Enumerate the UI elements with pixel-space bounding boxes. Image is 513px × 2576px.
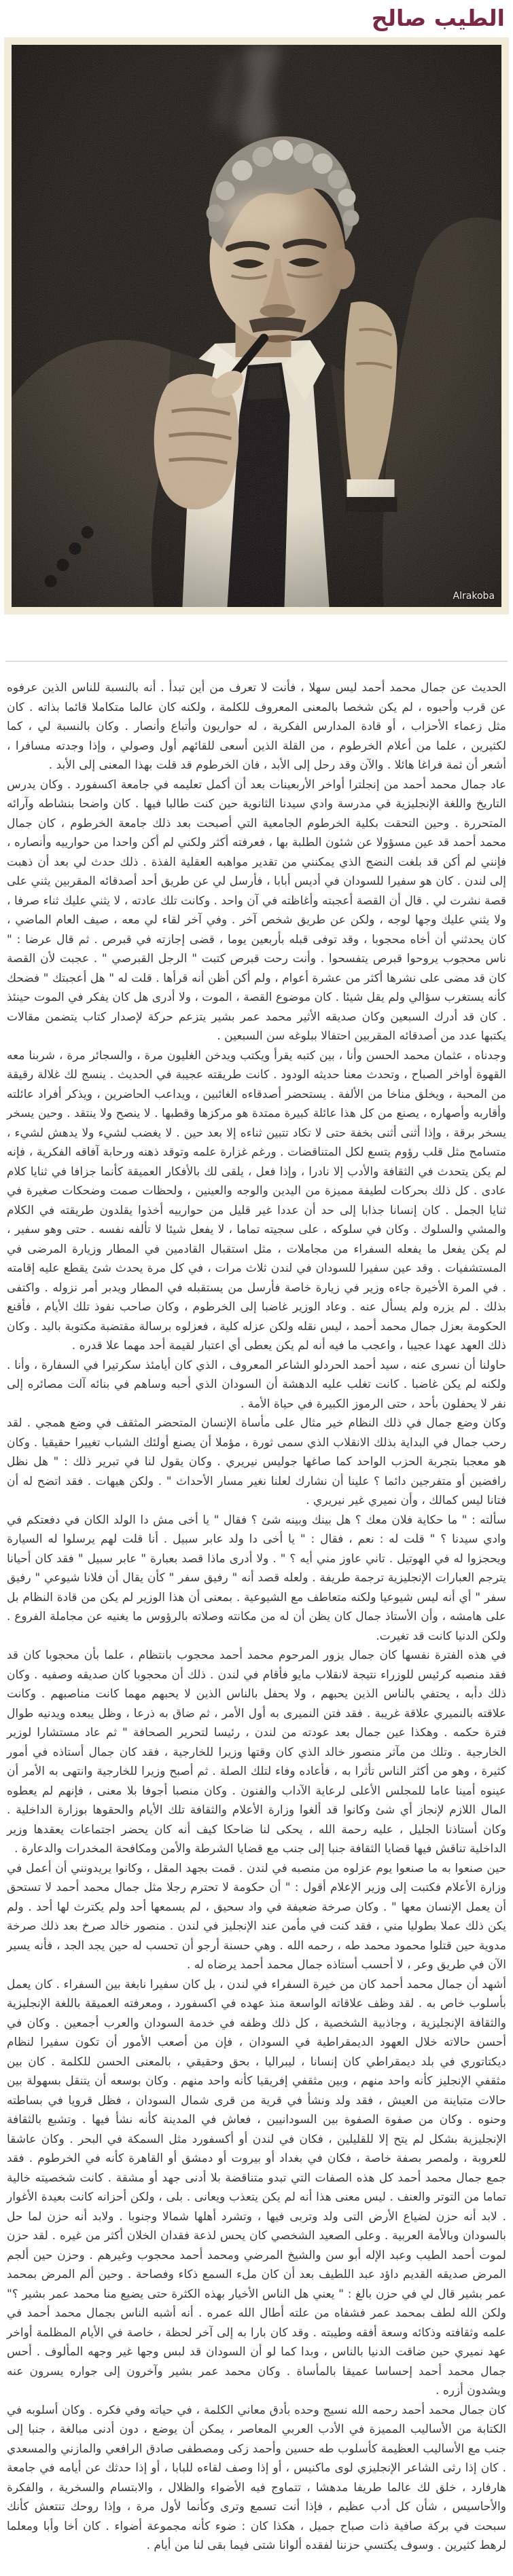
paragraph: وكان وضع جمال في ذلك النظام خير مثال على مأساة الإنسان المتحضر المثقف في وضع همجي . لقد رحب جمال في البداية بذلك الانقلاب الذي سمى ثورة ، مؤملا أن يصنع أولئك الشباب تغييرا حقيقيا . وكان هو معجبا بتجربة الحزب الواحد كما صاغها جوليس نيريري . وكان يقول لنا في تبرير ذلك : " هل نظل رافضين أو متفرجين دائما ؟ علينا أن نشارك لعلنا نغير مسار الأحداث " . ولكن هيهات . فقد اتضح له أن فتانا ليس كمالك ، وأن نميري غير نيريري . bbox=[7, 1416, 506, 1507]
film-grain bbox=[12, 45, 501, 607]
paragraph: حاولنا أن نسرى عنه ، سيد أحمد الحردلو الشاعر المعروف ، الذي كان أيامئذ سكرتيرا في السفارة ، وأنا . ولكنه لم يكن غاضبا . كانت تغلب عليه الدهشة أن السودان الذي أحبه وساهم في بنائه آلت مصائره إلى نفر لا يحفلون بأحد ، حتى الرموز الكبيرة في حياة الأمة . bbox=[7, 1358, 506, 1411]
portrait-photo bbox=[4, 37, 509, 614]
paragraph: وجدناه ، عثمان محمد الحسن وأنا ، بين كتبه يقرأ ويكتب ويدخن الغليون مرة ، والسجائر مرة ، شربنا معه القهوة أواخر الصباح ، وتحدث معنا حديثه الودود . كانت طريقته عجيبة في الحديث . ينسج لك غلالة رقيقة من المحبة ، ويخلق مناخا من الألفة . يستحضر أصدقاءه الغائبين ، ويداعب الحاضرين ، ويذكر أفراد عائلته وأقاربه وأصهاره ، يصنع من كل هذا عائلة كبيرة ممتدة هو مركزها وقطبها . لا ينصح ولا ينتقد . وحين يسخر يسخر برقة ، وإذا أثنى أثنى بخفة حتى لا تكاد تتبين ثناءه إلا بعد حين . لا يغضب لشيء ولا يدهش لشيء ، متسامح مثل قلب رؤوم يتسع لكل المتناقضات . ورغم غزارة علمه وتوقد ذهنه ورحابة آفاقه الفكرية ، فإنه لم يكن يتحدث في الثقافة والأدب إلا نادرا ، وإذا فعل ، يلقى لك بالأفكار العميقة كأنما جزافا في ثنايا كلام عادى . كل ذلك بحركات لطيفة مميزة من اليدين والوجه والعينين ، ولحظات صمت وضحكات صغيرة في ثنايا الجمل . كان إنسانا جذابا إلى حد أن عددا غير قليل من حوارييه أخذوا يقلدون طريقته في الكلام والمشي والسلوك . وكان في سلوكه ، على سجيته تماما ، لا يفعل شيئا لا تألفه نفسه . حتى وهو سفير ، لم يكن يفعل ما يفعله السفراء من مجاملات ، مثل استقبال القادمين في المطار وزيارة المرضى في المستشفيات . وقد عين سفيرا للسودان في لندن ثلاث مرات ، في كل مرة يحدث شئ يقطع عليه إقامته . في المرة الأخيرة جاءه وزير في زيارة خاصة فأرسل من يستقبله في المطار ويدبر أمر نزوله . واكتفى بذلك . لم يزره ولم يسأل عنه . وعاد الوزير غاضبا إلى الخرطوم ، وكان صاحب نفوذ تلك الأيام ، فأقنع الحكومة بعزل جمال محمد أحمد ، ليس نقله ولكن عزله كلية ، فعزلوه برسالة مقتضبة مكتوبة باليد . وكان ذلك العهد عهدا عجيبا ، واعجب ما فيه أنه لم يكن يعطى أي اعتبار لقيمة أحد مهما علا قدره . bbox=[7, 1048, 506, 1353]
portrait-photo-inner bbox=[12, 45, 501, 607]
paragraph: أشهد أن جمال محمد أحمد كان من خيرة السفراء في لندن ، بل كان سفيرا نابغة بين السفراء . كان يعمل بأسلوب خاص به . لقد وظف علاقاته الواسعة منذ عهده في اكسفورد ، ومعرفته العميقة باللغة الإنجليزية والثقافة الإنجليزية ، وجاذبية الشخصية ، كل ذلك وظفه في خدمة السودان والعرب أجمعين . وكان في أحسن حالاته خلال العهود الديمقراطية في السودان ، فإن من أصعب الأمور أن تكون سفيرا لنظام ديكتاتوري في بلد ديمقراطي كان إنسانا ، ليبراليا ، بحق وحقيقي ، بالمعنى الحسن للكلمة . كان بين مثقفي الإنجليز كأنه واحد منهم ، وبين مثقفي إفريقيا كأنه واحد منهم . وكان بوسعه أن يتنقل بسهولة بين حالات متباينة من العيش ، فقد ولد ونشأ في قرية من قرى شمال السودان ، فظل قرويا في بساطته وحنوه . وكان من صفوة الصفوة بين السودانيين ، فعاش في المدينة كأنه نشأ فيها . وتشبع بالثقافة الإنجليزية بشكل لم يتح إلا للقليلين ، فكان في لندن أو أكسفورد مثل السمكة في البحر . وكان عاشقا للعروبة ، ولمصر بصفة خاصة ، فكان في بغداد أو بيروت أو دمشق أو القاهرة كأنه في الخرطوم . فقد جمع جمال محمد أحمد كل هذه الصفات التي تبدو متناقضة بلا أدنى جهد أو مشقة . كانت شخصيته خالية تماما من التوتر والعنف . ليس معنى هذا أنه لم يكن يتعذب ويعانى . بلى ، ولكن أحزانه كانت بعيدة الأغوار . لابد أنه حزن لضياع الأرض التى ولد وتربى فيها ، وتشرد أهلها شمالا وجنوبا . ولابد أنه حزن لما حل بالسودان وبالأمة العربية . وعلى الصعيد الشخصي كان يحس لذعة فقدان الخلان أكثر من غيره . لقد حزن لموت أحمد الطيب وعبد الإله أبو سن والشيخ المرضي ومحمد أحمد محجوب وغيرهم . وحزن حين ألجم المرض صديقه القديم داؤد عبد اللطيف بعد أن كان ملء السمع ذكاء وفصاحة . وحين ألم المرض بمحمد عمر بشير قال لي في حزن بالغ : " يعني هل الناس الأخيار بهذه الكثرة حتى يضيع منا محمد عمر بشير ؟" ولكن الله لطف بمحمد عمر فشفاه من علته أطال الله عمره . أنه أشبه الناس بجمال محمد أحمد في علمه وثقافته وذكائه وسعة أفقه وطيبته . وقد كان بارا به إلى آخر لحظة ، خاصة في الأيام المظلمة أواخر عهد نميري حين ضاقت الدنيا بالناس ، وبدا كما لو أن السودان قد لبس وجها غير وجهه المألوف . أحس جمال محمد أحمد إحساسا عميقا بالمأساة . وكان محمد عمر بشير وآخرون إلى جواره يسرون عنه ويشدون أزره . bbox=[7, 1977, 506, 2397]
paragraph: عاد جمال محمد أحمد من إنجلترا أواخر الأربعينات بعد أن أكمل تعليمه في جامعة اكسفورد . وكان يدرس التاريخ واللغة الإنجليزية في مدرسة وادي سيدنا الثانوية حين كنت طالبا فيها . كان واضحا بنشاطه وآرائه المتحررة . وحين التحقت بكلية الخرطوم الجامعية التي أصبحت بعد ذلك جامعة الخرطوم ، كان جمال محمد أحمد قد عين مسؤولا عن شئون الطلبة بها ، فعرفته أكثر ولكني لم أكن واحدا من حوارييه وأنصاره ، فإنني لم أكن قد بلغت النضج الذي يمكنني من تقدير مواهبه العقلية الفذة . ذلك حدث لي بعد أن ذهبت إلى لندن . كان هو سفيرا للسودان في أديس أبابا ، فأرسل لي عن طريق أحد أصدقائه المقربين يثني على قصة نشرت لي . قال أن القصة أعجبته وأغاظته في آن واحد . وكانت تلك عادته ، لا يثني عليك ثناء صرفا ، ولا يثني عليك وجها لوجه ، ولكن عن طريق شخص آخر . وفي آخر لقاء لي معه ، صيف العام الماضي ، كان يحدثني أن أخاه محجوبا ، وقد توفى قبله بأربعين يوما ، قضى إجازته في قبرص . ثم قال عرضا : " ناس محجوب يروحوا قبرص يتفسحوا . وأنت رحت قبرص كتبت " الرجل القبرصي " . عجبت لأن القصة كان قد مضى على نشرها أكثر من عشرة أعوام ، ولم أكن أظن أنه قرأها . قلت له " هل أعجبتك " فضحك كأنه يستغرب سؤالي ولم يقل شيئا . كان موضوع القصة ، الموت ، ولا أدرى هل كان يفكر في الموت حينئذ . كان قد أدرك السبعين وكان صديقه الأثير محمد عمر بشير يتزعم حركة لإصدار كتاب يتضمن مقالات يكتبها عدد من أصدقائه المقربين احتفالا ببلوغه سن السبعين . bbox=[7, 777, 506, 1043]
page-title: الطيب صالح bbox=[371, 5, 505, 31]
photo-watermark: Alrakoba bbox=[453, 591, 495, 602]
article-body bbox=[0, 662, 513, 2576]
portrait-illustration bbox=[12, 45, 501, 607]
paragraph: سألته : " ما حكاية فلان معك ؟ هل بينك وبينه شئ ؟ فقال " يا أخى مش دا الولد الكان في دفعتكم في وادي سيدنا ؟ " قلت له : نعم ، فقال : " يا أخى دا ولد عابر سبيل . أنا قلت لهم يرسلوا له السيارة ويحجزوا له في الهوتيل . تاني عاوز مني أيه ؟ " . ولا أدرى ماذا قصد بعبارة " عابر سبيل " فقد كان أحيانا يترجم العبارات الإنجليزية ترجمة طريفة . ولعله قصد أنه " رفيق سفر " كأن يقال أن فلانا شيوعي " رفيق سفر " أي أنه ليس شيوعيا ولكنه متعاطف مع الشيوعية . بمعنى أن هذا الوزير لم يكن من قادة النظام بل على هامشه ، وأن الأستاذ جمال كان يظن أن له من مكانته وصلاته بالرؤوس ما يغنيه عن مجاملة الفروع . ولكن الدنيا كانت قد تغيرت. bbox=[7, 1513, 506, 1643]
paragraph: في هذه الفترة نفسها كان جمال يزور المرحوم محمد أحمد محجوب بانتظام ، علما بأن محجوبا كان قد فقد منصبه كرئيس للوزراء نتيجة لانقلاب مايو فأقام في لندن . ذلك أن محجوبا كان صديقه وصفيه . وكان ذلك دأبه ، يحتفي بالناس الذين يحبهم ، ولا يحفل بالناس الذين لا يحبهم مهما كانت مناصبهم . وكانت علاقته بالنميري علاقة غريبة . فقد فتن النميرى به أول الأمر ، ثم ضاق به ذرعا ، وظل يبعده ويدنيه طوال فترة حكمه . وهكذا عين جمال بعد عودته من لندن ، رئيسا لتحرير الصحافة " ثم عاد مستشارا لوزير الخارجية . وتلك من مآثر منصور خالد الذي كان وقتها وزيرا للخارجية ، فقد كان جمال أستاذه في أمور كثيرة ، وهو من أكثر الناس تأثرا به ، فأعاده وفاء لتلك الصلة . ثم أصبح وزيرا للخارجية وانتهى به الأمر أن عينوه أمينا عاما للمجلس الأعلى لرعاية الآداب والفنون . وكان منصبا أجوفا بلا معنى ، فإنهم لم يعطوه المال اللازم لإنجاز أي شئ وكانوا قد ألغوا وزارة الأعلام والثقافة تلك الأيام والحقوها بوزارة الداخلية . وكان أستاذنا الجليل ، عليه رحمة الله ، يحكى لنا ضاحكا كيف أنه كان يحضر اجتماعات يعقدها وزير الداخلية تناقش فيها قضايا الثقافة جنبا إلى جنب مع قضايا الشرطة والأمن ومكافحة المخدرات والدعارة . bbox=[7, 1649, 506, 1856]
paragraph: كان جمال محمد أحمد رحمه الله نسيج وحده بأدق معاني الكلمة ، في حياته وفي فكره . وكان أسلوبه في الكتابة من الأساليب المميزة في الأدب العربي المعاصر ، يمكن أن يوضع ، دون أدنى مبالغة ، جنبا إلى جنب مع الأساليب العظيمة كأسلوب طه حسين وأحمد زكى ومصطفى صادق الرافعي والمازني والمسعدي . كان إذا رثى الشاعر الإنجليزي لوى ماكنيس ، أو إذا وصف لقاءه للبابا ، أو إذا حدثك عن أيامه في جامعة هارفارد ، خلق لك عالما طريفا مدهشا ، تتماوج فيه الأضواء والظلال ، والابتسام والسخرية ، والفكرة والأحاسيس ، شأن كل أدب عظيم ، فإذا أنت تسمع وترى وكأنما لأول مرة ، وإذا روحك تنتعش كأنك سبحت في بركة صافية ذات صباح جميل ، هكذا كان : ضوء كأنه مجموعة أضواء . كان أخا وأبا ومعلما لرهط كثيرين . وسوف يكتسي حزننا لفقده ألوانا شتى فيما بقى لنا من أيام . bbox=[7, 2403, 506, 2552]
paragraph: الحديث عن جمال محمد أحمد ليس سهلا ، فأنت لا تعرف من أين تبدأ . أنه بالنسبة للناس الذين عرفوه عن قرب وأحبوه ، لم يكن شخصا بالمعنى المعروف للكلمة ، ولكنه كان عالما متكاملا قائما بذاته . كان مثل زعماء الأحزاب ، أو قادة المدارس الفكرية ، له حواريون وأتباع وأنصار . وكان بالنسبة لي ، كما لكثيرين ، علما من أعلام الخرطوم ، من القلة الذين أسعى للقائهم أول وصولي ، وإذا وجدته مسافرا ، أشعر أن ثمة فراغا هائلا . والآن وقد رحل إلى الأبد ، فان الخرطوم قد قلت بهذا المعنى إلى الأبد . bbox=[7, 681, 506, 772]
paragraph: حين صنعوا به ما صنعوا يوم عزلوه من منصبه في لندن . قمت بجهد المقل ، وكانوا يريدونني أن أعمل في وزارة الأعلام فكتبت إلى وزير الإعلام أقول : " أن حكومة لا تحترم رجلا مثل جمال محمد أحمد لا تستحق أن يعمل الإنسان معها " . وكان صرخة ضعيفة في واد سحيق ، لم يسمعها أحد ولم يكترث لها أحد . ولم يكن ذلك عملا بطوليا مني ، فقد كنت في مأمن عند الإنجليز في لندن . منصور خالد صرخ بعد ذلك صرخة مدوية حين قتلوا محمود محمد طه ، رحمه الله . وهي حسنة أرجو أن تحسب له حين يجد الجد ، فأنه يسير الآن في طريق وعر ، لا أحسب أستاذه جمال محمد أحمد يرضاه له . bbox=[7, 1861, 506, 1972]
